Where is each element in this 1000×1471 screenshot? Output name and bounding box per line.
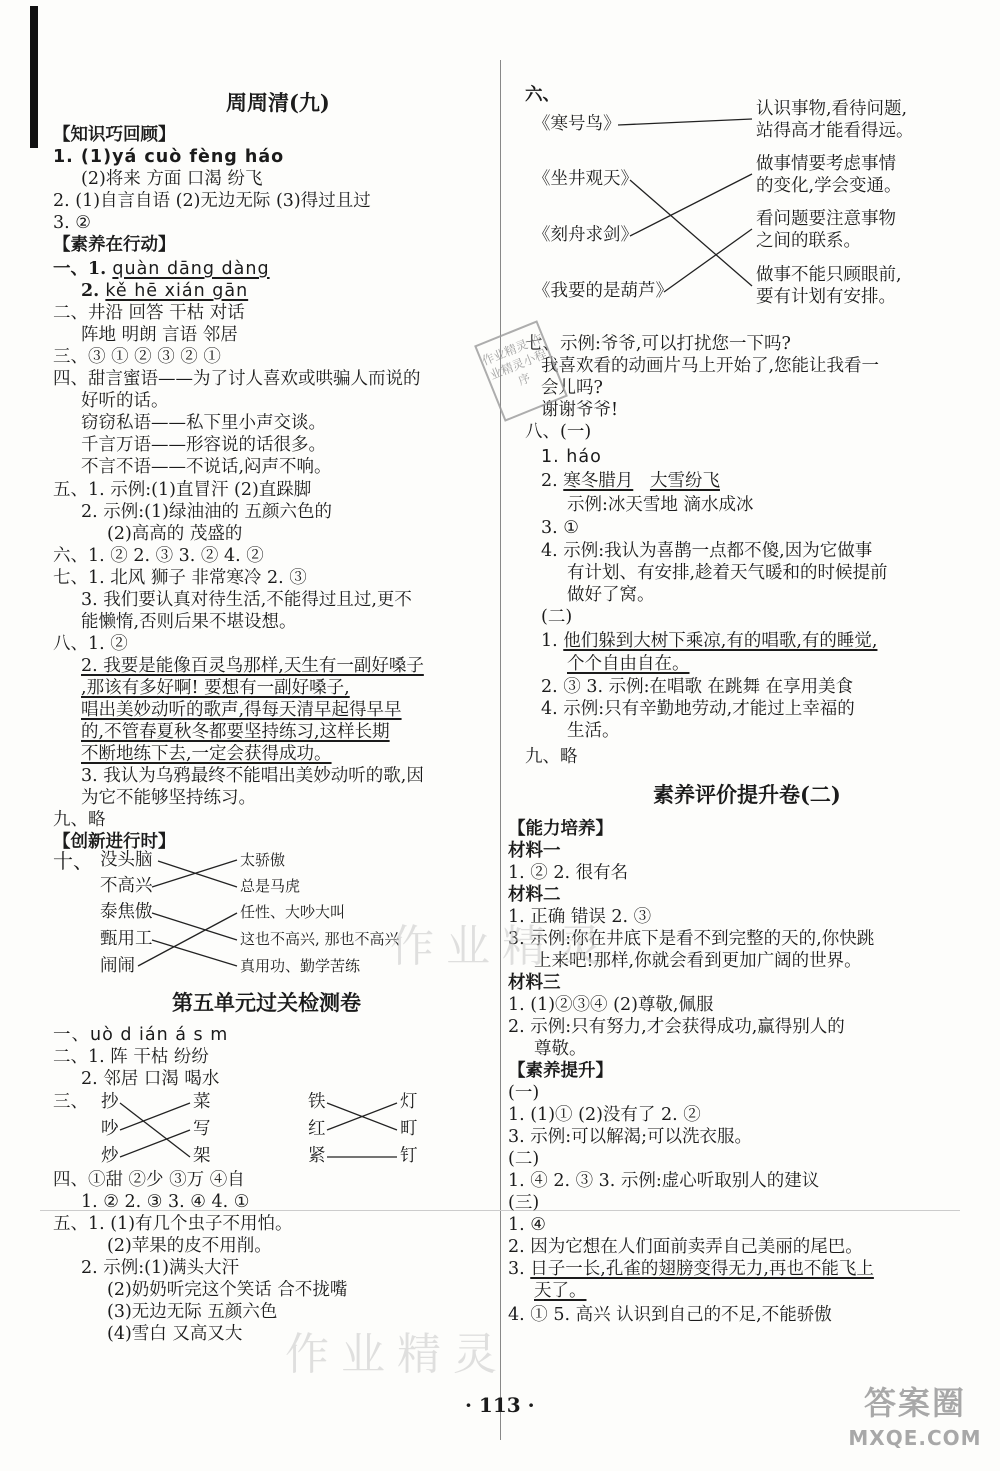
match-line [152, 913, 237, 940]
site-logo [840, 1383, 990, 1463]
match-left-item: 《坐井观天》 [533, 169, 638, 189]
answer-line: 3. 我们要认真对待生活,不能得过且过,更不 [81, 590, 412, 610]
answer-line-underlined: 不断地练下去,一定会获得成功。 [81, 744, 332, 764]
match-left-item: 没头脑 [100, 850, 153, 870]
answer-line: 五、1. 示例:(1)直冒汗 (2)直跺脚 [53, 480, 312, 500]
question-number: 六、 [525, 85, 560, 105]
answer-line: 3. ② [53, 213, 91, 233]
match-right-item: 的变化,学会变通。 [756, 176, 902, 196]
answer-line: (二) [508, 1149, 540, 1169]
match-right-item: 总是马虎 [240, 877, 301, 895]
page-edge-bar [30, 6, 38, 148]
answer-line: (3)无边无际 五颜六色 [107, 1302, 278, 1322]
answer-line: 七、示例:爷爷,可以打扰您一下吗? [525, 334, 791, 354]
heading-innovation: 【创新进行时】 [53, 832, 176, 852]
answer-line: 阵地 明朗 言语 邻居 [81, 325, 238, 345]
answer-line: 六、1. ② 2. ③ 3. ② 4. ② [53, 546, 264, 566]
answer-line: 1. ② 2. 很有名 [508, 863, 629, 883]
answer-line: 不言不语——不说话,闷声不响。 [81, 457, 332, 477]
material-label: 材料二 [508, 885, 561, 905]
answer-line: 二、井沿 回答 干枯 对话 [53, 303, 245, 323]
answer-line-underlined: 唱出美妙动听的歌声,得每天清早起得早早 [81, 700, 402, 720]
match-right-item: 站得高才能看得远。 [756, 121, 914, 141]
answer-line: 谢谢爷爷! [541, 400, 619, 420]
page-number: · 113 · [465, 1393, 535, 1417]
match-left-item: 闹闹 [100, 956, 135, 976]
answer-line: 1. háo [541, 447, 602, 467]
answer-line: 3. 我认为乌鸦最终不能唱出美妙动听的歌,因 [81, 766, 424, 786]
answer-line: 3. ① [541, 518, 579, 538]
stamp-text: 作业精灵 作业精灵小程序 [480, 331, 549, 389]
material-label: 材料三 [508, 973, 561, 993]
watermark: 作业精灵 [390, 921, 614, 972]
heading-literacy-up: 【素养提升】 [508, 1061, 613, 1081]
match-left-item: 抄 [101, 1092, 119, 1112]
answer-line: (4)雪白 又高又大 [107, 1324, 243, 1344]
answer-line: 有计划、有安排,趁着天气暖和的时候提前 [567, 563, 888, 583]
match-right-item: 架 [193, 1146, 211, 1166]
answer-line: 2. kě hē xián gān [81, 281, 249, 301]
match-right-item: 做事情要考虑事情 [756, 154, 896, 174]
answer-line: 四、①甜 ②少 ③万 ④自 [53, 1170, 245, 1190]
match-right-item: 町 [400, 1119, 418, 1139]
answer-line: 做好了窝。 [567, 585, 655, 605]
answer-line: 4. ① 5. 高兴 认识到自己的不足,不能骄傲 [508, 1305, 832, 1325]
match-right-item: 之间的联系。 [756, 231, 861, 251]
answer-line: 2. 示例:(1)绿油油的 五颜六色的 [81, 502, 333, 522]
answer-line: 五、1. (1)有几个虫子不用怕。 [53, 1214, 293, 1234]
match-line [327, 1103, 397, 1130]
heading-knowledge-review: 【知识巧回顾】 [53, 125, 176, 145]
answer-line: 千言万语——形容说的话很多。 [81, 435, 326, 455]
answer-line: 上来吧!那样,你就会看到更加广阔的世界。 [534, 951, 862, 971]
answer-line: 九、略 [53, 810, 106, 830]
match-right-item: 真用功、勤学苦练 [240, 957, 361, 975]
answer-line: (二) [541, 607, 573, 627]
answer-line: 1. 正确 错误 2. ③ [508, 907, 652, 927]
match-line [664, 229, 752, 292]
answer-line: 2. 寒冬腊月 大雪纷飞 [541, 471, 720, 491]
match-left-item: 《我要的是葫芦》 [533, 281, 673, 301]
answer-line-underlined: 个个自由自在。 [567, 654, 690, 674]
answer-line: 2. 示例:只有努力,才会获得成功,赢得别人的 [508, 1017, 845, 1037]
answer-line: 3. 示例:你在井底下是看不到完整的天的,你快跳 [508, 929, 875, 949]
match-left-item: 红 [308, 1119, 326, 1139]
heading-ability: 【能力培养】 [508, 819, 613, 839]
match-right-item: 要有计划有安排。 [756, 287, 896, 307]
answer-line: 1. 他们躲到大树下乘凉,有的唱歌,有的睡觉, [541, 631, 878, 651]
section-title-zhouzhouqing: 周周清(九) [226, 90, 330, 115]
match-left-item: 甄用工 [100, 929, 153, 949]
answer-line: 四、甜言蜜语——为了讨人喜欢或哄骗人而说的 [53, 369, 421, 389]
match-right-item: 做事不能只顾眼前, [756, 265, 902, 285]
match-right-item: 钉 [400, 1146, 418, 1166]
answer-line: (一) [508, 1083, 540, 1103]
answer-line: 八、(一) [525, 422, 592, 442]
match-left-item: 《刻舟求剑》 [533, 225, 638, 245]
match-line [158, 861, 237, 887]
logo-url-text: MXQE.COM [848, 1426, 982, 1450]
answer-line: 2. 邻居 口渴 喝水 [81, 1069, 220, 1089]
answer-line: 2. 示例:(1)满头大汗 [81, 1258, 239, 1278]
answer-line: 2. 因为它想在人们面前卖弄自己美丽的尾巴。 [508, 1237, 863, 1257]
answer-line: 1. (1)① (2)没有了 2. ② [508, 1105, 701, 1125]
answer-line: 好听的话。 [81, 391, 169, 411]
match-line [327, 1103, 397, 1130]
match-line [120, 1103, 190, 1157]
answer-line: 为它不能够坚持练习。 [81, 788, 256, 808]
match-right-item: 看问题要注意事物 [756, 209, 896, 229]
material-label: 材料一 [508, 841, 561, 861]
match-right-item: 任性、大吵大叫 [240, 903, 346, 921]
watermark: 作业精灵 [285, 1329, 509, 1380]
match-left-item: 紧 [308, 1146, 326, 1166]
answer-line: (2)苹果的皮不用削。 [107, 1236, 272, 1256]
answer-line: (三) [508, 1193, 540, 1213]
answer-line: 示例:冰天雪地 滴水成冰 [567, 495, 754, 515]
answer-line: 一、uò d ián á s m [53, 1025, 229, 1045]
answer-line-underlined: 天了。 [534, 1281, 587, 1301]
match-line [152, 940, 237, 966]
answer-line-underlined: ,那该有多好啊! 要想有一副好嗓子, [81, 678, 350, 698]
answer-line: 1. ④ [508, 1215, 546, 1235]
answer-line: 窃窃私语——私下里小声交谈。 [81, 413, 326, 433]
answer-line: 3. 示例:可以解渴;可以洗衣服。 [508, 1127, 753, 1147]
answer-line: 2. (1)自言自语 (2)无边无际 (3)得过且过 [53, 191, 371, 211]
match-line [120, 1103, 190, 1130]
answer-line: 尊敬。 [534, 1039, 587, 1059]
question-number: 十、 [53, 849, 93, 873]
answer-line: 会儿吗? [541, 378, 603, 398]
section-title-unit5-test: 第五单元过关检测卷 [172, 990, 361, 1015]
answer-line: 1. (1)yá cuò fèng háo [53, 147, 285, 167]
answer-line: 生活。 [567, 721, 620, 741]
answer-line: 1. ④ 2. ③ 3. 示例:虚心听取别人的建议 [508, 1171, 820, 1191]
match-right-item: 灯 [400, 1092, 418, 1112]
answer-line: 4. 示例:只有辛勤地劳动,才能过上幸福的 [541, 699, 855, 719]
match-left-item: 《寒号鸟》 [533, 114, 621, 134]
answer-line: 2. ③ 3. 示例:在唱歌 在跳舞 在享用美食 [541, 677, 854, 697]
match-left-item: 炒 [101, 1146, 119, 1166]
question-number: 三、 [53, 1092, 88, 1112]
answer-line-underlined: 的,不管春夏秋冬都要坚持练习,这样长期 [81, 722, 390, 742]
answer-line: 二、1. 阵 干枯 纷纷 [53, 1047, 209, 1067]
section-title-evaluation: 素养评价提升卷(二) [653, 782, 841, 807]
match-left-item: 泰焦傲 [100, 902, 153, 922]
answer-line: 能懒惰,否则后果不堪设想。 [81, 612, 297, 632]
answer-line: 三、③ ① ② ③ ② ① [53, 347, 221, 367]
answer-line: (2)高高的 茂盛的 [107, 524, 243, 544]
answer-line: 八、1. ② [53, 634, 128, 654]
match-right-item: 写 [193, 1119, 211, 1139]
match-left-item: 铁 [308, 1092, 326, 1112]
column-divider [500, 60, 501, 1440]
match-right-item: 这也不高兴, 那也不高兴 [240, 930, 400, 948]
match-left-item: 不高兴 [100, 876, 153, 896]
answer-line: (2)将来 方面 口渴 纷飞 [81, 169, 263, 189]
answer-line: 1. ② 2. ③ 3. ④ 4. ① [81, 1192, 250, 1212]
answer-line: 4. 示例:我认为喜鹊一点都不傻,因为它做事 [541, 541, 873, 561]
answer-line: (2)奶奶听完这个笑话 合不拢嘴 [107, 1280, 348, 1300]
match-right-item: 菜 [193, 1092, 211, 1112]
logo-main-text: 答案圈 [863, 1384, 966, 1422]
match-line [630, 174, 752, 236]
match-line [152, 860, 237, 887]
answer-line: 1. (1)②③④ (2)尊敬,佩服 [508, 995, 714, 1015]
answer-line: 七、1. 北风 狮子 非常寒冷 2. ③ [53, 568, 307, 588]
match-line [618, 119, 752, 125]
match-right-item: 太骄傲 [240, 851, 286, 869]
answer-line: 我喜欢看的动画片马上开始了,您能让我看一 [541, 356, 880, 376]
answer-line-underlined: 2. 我要是能像百灵鸟那样,天生有一副好嗓子 [81, 656, 424, 676]
answer-line: 3. 日子一长,孔雀的翅膀变得无力,再也不能飞上 [508, 1259, 874, 1279]
answer-line: 一、1. quàn dāng dàng [53, 259, 270, 279]
match-right-item: 认识事物,看待问题, [756, 99, 908, 119]
heading-literacy-in-action: 【素养在行动】 [53, 235, 176, 255]
answer-line: 九、略 [525, 747, 578, 767]
match-left-item: 吵 [101, 1119, 119, 1139]
match-line [120, 1130, 190, 1157]
match-line [630, 180, 752, 286]
